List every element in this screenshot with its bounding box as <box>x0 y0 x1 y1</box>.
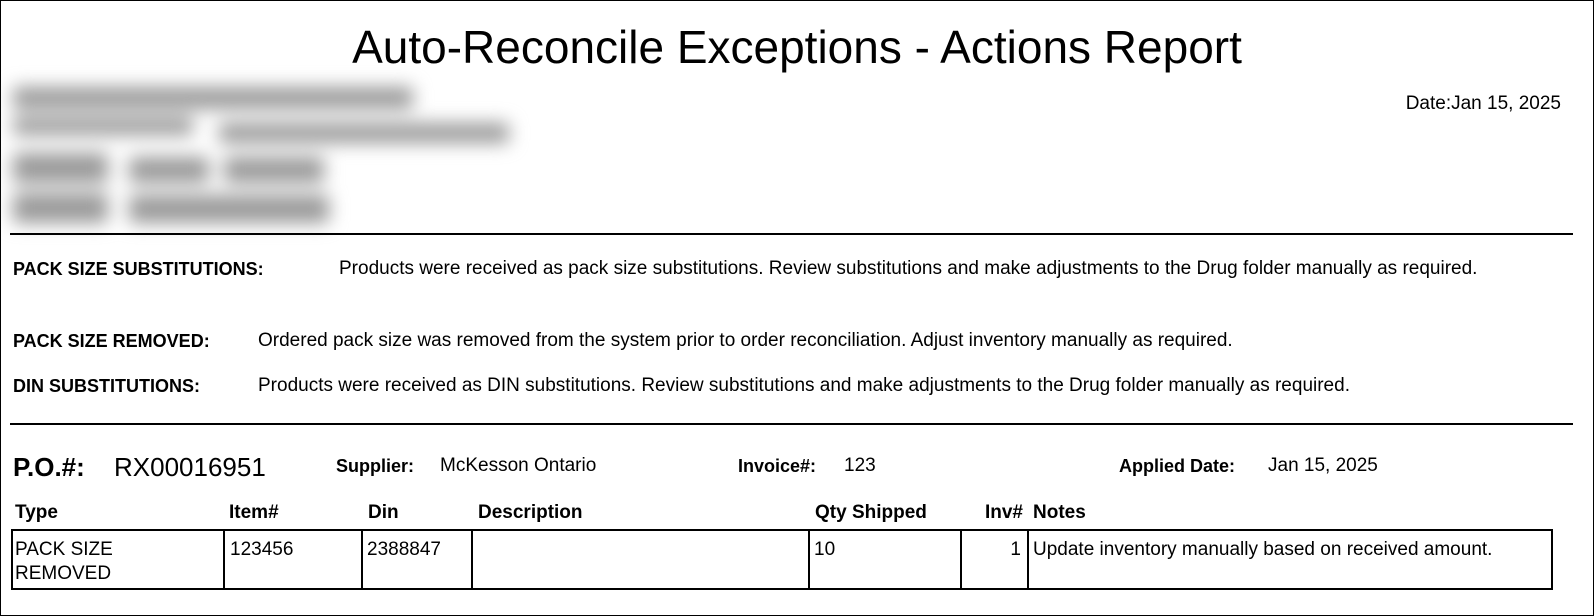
redacted-address-block <box>9 83 521 229</box>
cell-divider <box>471 529 473 590</box>
legend-label-din-substitutions: DIN SUBSTITUTIONS: <box>13 376 200 396</box>
section-divider <box>10 423 1573 425</box>
cell-divider <box>1027 529 1029 590</box>
report-title: Auto-Reconcile Exceptions - Actions Report <box>352 21 1242 73</box>
legend-label-pack-size-substitutions: PACK SIZE SUBSTITUTIONS: <box>13 259 264 279</box>
column-header-inv: Inv# <box>984 502 1023 523</box>
po-number-value: RX00016951 <box>114 452 266 482</box>
legend-text-din-substitutions: Products were received as DIN substitutions. Review substitutions and make adjustments to the Drug folder manually as required. <box>258 375 1350 396</box>
column-header-din: Din <box>368 502 399 523</box>
applied-date-value: Jan 15, 2025 <box>1268 455 1378 476</box>
report-date: Date:Jan 15, 2025 <box>1405 93 1561 114</box>
section-divider <box>10 233 1573 235</box>
po-number-label: P.O.#: <box>13 452 85 482</box>
supplier-value: McKesson Ontario <box>440 455 597 476</box>
invoice-value: 123 <box>844 455 876 476</box>
cell-divider <box>223 529 225 590</box>
column-header-notes: Notes <box>1033 502 1086 523</box>
cell-item: 123456 <box>230 539 294 560</box>
cell-type: PACK SIZE REMOVED <box>15 539 113 584</box>
applied-date-label: Applied Date: <box>1119 456 1236 476</box>
cell-qty-shipped: 10 <box>814 539 836 560</box>
column-header-item: Item# <box>229 502 279 523</box>
invoice-label: Invoice#: <box>738 456 817 476</box>
legend-text-pack-size-substitutions: Products were received as pack size substitutions. Review substitutions and make adjustments to the Drug folder manually as required. <box>339 258 1478 279</box>
column-header-description: Description <box>478 502 583 523</box>
cell-divider <box>960 529 962 590</box>
cell-din: 2388847 <box>367 539 441 560</box>
legend-text-pack-size-removed: Ordered pack size was removed from the system prior to order reconciliation. Adjust inventory manually as required. <box>258 330 1233 351</box>
cell-divider <box>361 529 363 590</box>
cell-divider <box>808 529 810 590</box>
legend-label-pack-size-removed: PACK SIZE REMOVED: <box>13 331 210 351</box>
cell-inv: 1 <box>1010 539 1021 560</box>
column-header-qty-shipped: Qty Shipped <box>815 502 927 523</box>
cell-notes: Update inventory manually based on received amount. <box>1033 539 1493 560</box>
supplier-label: Supplier: <box>336 456 415 476</box>
column-header-type: Type <box>15 502 58 523</box>
